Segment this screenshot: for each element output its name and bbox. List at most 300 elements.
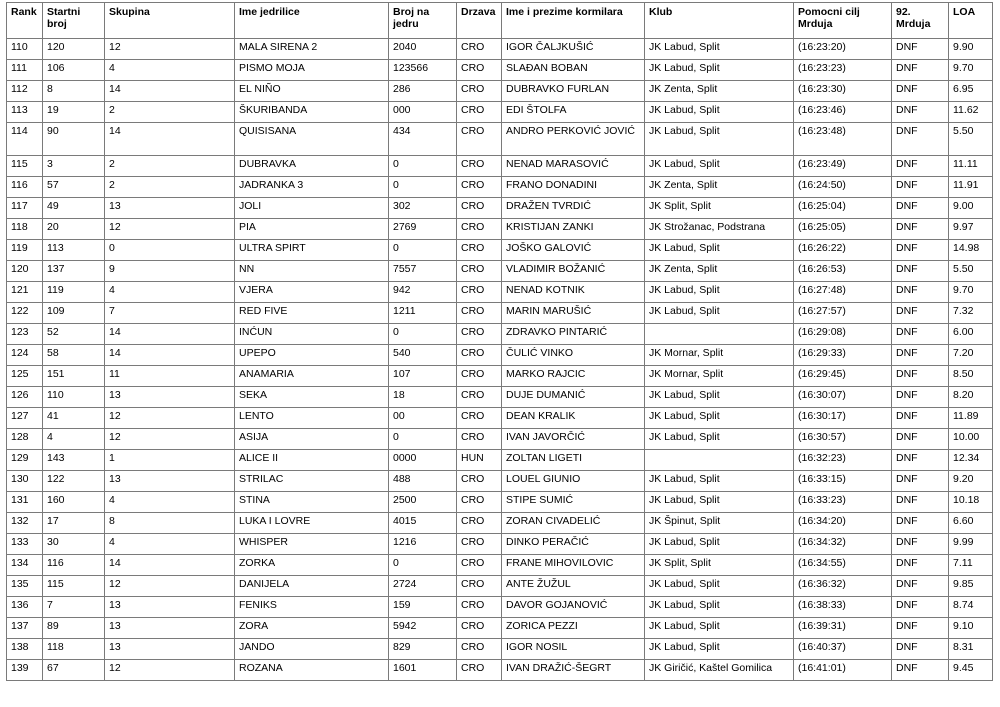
cell-drzava: CRO (457, 240, 502, 261)
cell-startni-broj: 67 (43, 660, 105, 681)
cell-skupina: 2 (105, 156, 235, 177)
cell-loa: 7.20 (949, 345, 993, 366)
cell-pomocni-cilj: (16:29:08) (794, 324, 892, 345)
cell-kormilar: IGOR NOSIL (502, 639, 645, 660)
table-row (7, 261, 993, 282)
cell-kormilar: IVAN DRAŽIĆ-ŠEGRT (502, 660, 645, 681)
cell-drzava: CRO (457, 219, 502, 240)
cell-drzava: CRO (457, 282, 502, 303)
cell-broj-na-jedru: 942 (389, 282, 457, 303)
cell-klub: JK Labud, Split (645, 534, 794, 555)
cell-klub: JK Mornar, Split (645, 345, 794, 366)
cell-mrduja: DNF (892, 576, 949, 597)
cell-loa: 9.90 (949, 39, 993, 60)
cell-mrduja: DNF (892, 303, 949, 324)
cell-pomocni-cilj: (16:34:20) (794, 513, 892, 534)
cell-pomocni-cilj: (16:23:46) (794, 102, 892, 123)
cell-broj-na-jedru: 123566 (389, 60, 457, 81)
cell-skupina: 1 (105, 450, 235, 471)
cell-loa: 5.50 (949, 261, 993, 282)
cell-skupina: 14 (105, 123, 235, 156)
cell-pomocni-cilj: (16:23:23) (794, 60, 892, 81)
cell-pomocni-cilj: (16:41:01) (794, 660, 892, 681)
cell-pomocni-cilj: (16:23:49) (794, 156, 892, 177)
cell-klub: JK Split, Split (645, 555, 794, 576)
cell-rank: 124 (7, 345, 43, 366)
cell-skupina: 11 (105, 366, 235, 387)
cell-klub: JK Labud, Split (645, 576, 794, 597)
cell-mrduja: DNF (892, 81, 949, 102)
cell-kormilar: IGOR ČALJKUŠIĆ (502, 39, 645, 60)
cell-startni-broj: 8 (43, 81, 105, 102)
cell-ime-jedrilice: LENTO (235, 408, 389, 429)
cell-loa: 9.45 (949, 660, 993, 681)
cell-rank: 139 (7, 660, 43, 681)
cell-drzava: CRO (457, 39, 502, 60)
cell-drzava: CRO (457, 618, 502, 639)
cell-klub: JK Labud, Split (645, 123, 794, 156)
cell-ime-jedrilice: QUISISANA (235, 123, 389, 156)
cell-ime-jedrilice: JADRANKA 3 (235, 177, 389, 198)
cell-ime-jedrilice: PISMO MOJA (235, 60, 389, 81)
cell-broj-na-jedru: 0 (389, 177, 457, 198)
cell-broj-na-jedru: 829 (389, 639, 457, 660)
cell-drzava: CRO (457, 513, 502, 534)
header-row (7, 3, 993, 39)
table-row (7, 60, 993, 81)
table-row (7, 618, 993, 639)
cell-pomocni-cilj: (16:36:32) (794, 576, 892, 597)
cell-pomocni-cilj: (16:29:45) (794, 366, 892, 387)
cell-skupina: 12 (105, 429, 235, 450)
cell-broj-na-jedru: 2724 (389, 576, 457, 597)
table-row (7, 471, 993, 492)
cell-ime-jedrilice: PIA (235, 219, 389, 240)
cell-loa: 10.18 (949, 492, 993, 513)
cell-drzava: CRO (457, 177, 502, 198)
cell-kormilar: DAVOR GOJANOVIĆ (502, 597, 645, 618)
cell-rank: 122 (7, 303, 43, 324)
table-row (7, 198, 993, 219)
cell-drzava: CRO (457, 492, 502, 513)
cell-loa: 9.99 (949, 534, 993, 555)
cell-pomocni-cilj: (16:29:33) (794, 345, 892, 366)
cell-mrduja: DNF (892, 60, 949, 81)
cell-skupina: 4 (105, 492, 235, 513)
cell-startni-broj: 52 (43, 324, 105, 345)
cell-broj-na-jedru: 2040 (389, 39, 457, 60)
cell-skupina: 12 (105, 219, 235, 240)
table-row (7, 450, 993, 471)
cell-kormilar: STIPE SUMIĆ (502, 492, 645, 513)
cell-rank: 111 (7, 60, 43, 81)
cell-mrduja: DNF (892, 534, 949, 555)
cell-startni-broj: 4 (43, 429, 105, 450)
cell-startni-broj: 106 (43, 60, 105, 81)
cell-mrduja: DNF (892, 618, 949, 639)
header-skupina: Skupina (105, 3, 235, 39)
header-ime-jedrilice: Ime jedrilice (235, 3, 389, 39)
cell-startni-broj: 120 (43, 39, 105, 60)
cell-kormilar: DEAN KRALIK (502, 408, 645, 429)
cell-startni-broj: 116 (43, 555, 105, 576)
cell-ime-jedrilice: ZORKA (235, 555, 389, 576)
cell-kormilar: FRANO DONADINI (502, 177, 645, 198)
cell-klub: JK Zenta, Split (645, 177, 794, 198)
table-row (7, 534, 993, 555)
cell-klub: JK Labud, Split (645, 240, 794, 261)
cell-startni-broj: 143 (43, 450, 105, 471)
cell-klub: JK Labud, Split (645, 282, 794, 303)
cell-pomocni-cilj: (16:33:15) (794, 471, 892, 492)
cell-loa: 8.31 (949, 639, 993, 660)
cell-startni-broj: 122 (43, 471, 105, 492)
cell-mrduja: DNF (892, 123, 949, 156)
cell-rank: 110 (7, 39, 43, 60)
cell-startni-broj: 17 (43, 513, 105, 534)
cell-rank: 121 (7, 282, 43, 303)
table-row (7, 240, 993, 261)
cell-rank: 123 (7, 324, 43, 345)
cell-loa: 9.70 (949, 60, 993, 81)
cell-rank: 132 (7, 513, 43, 534)
cell-klub: JK Mornar, Split (645, 366, 794, 387)
cell-kormilar: ZOLTAN LIGETI (502, 450, 645, 471)
cell-pomocni-cilj: (16:24:50) (794, 177, 892, 198)
table-row (7, 303, 993, 324)
cell-mrduja: DNF (892, 408, 949, 429)
cell-broj-na-jedru: 302 (389, 198, 457, 219)
cell-rank: 133 (7, 534, 43, 555)
cell-drzava: CRO (457, 81, 502, 102)
cell-startni-broj: 90 (43, 123, 105, 156)
cell-klub: JK Labud, Split (645, 639, 794, 660)
cell-skupina: 13 (105, 471, 235, 492)
cell-startni-broj: 41 (43, 408, 105, 429)
cell-ime-jedrilice: VJERA (235, 282, 389, 303)
table-body (7, 39, 993, 681)
cell-loa: 9.97 (949, 219, 993, 240)
cell-drzava: CRO (457, 660, 502, 681)
cell-skupina: 13 (105, 618, 235, 639)
cell-startni-broj: 19 (43, 102, 105, 123)
cell-broj-na-jedru: 1216 (389, 534, 457, 555)
cell-broj-na-jedru: 0 (389, 156, 457, 177)
cell-drzava: CRO (457, 639, 502, 660)
cell-rank: 116 (7, 177, 43, 198)
cell-rank: 113 (7, 102, 43, 123)
cell-kormilar: SLAĐAN BOBAN (502, 60, 645, 81)
cell-mrduja: DNF (892, 240, 949, 261)
cell-klub: JK Labud, Split (645, 102, 794, 123)
cell-klub: JK Labud, Split (645, 387, 794, 408)
cell-startni-broj: 30 (43, 534, 105, 555)
cell-skupina: 14 (105, 81, 235, 102)
cell-rank: 117 (7, 198, 43, 219)
cell-ime-jedrilice: DUBRAVKA (235, 156, 389, 177)
cell-broj-na-jedru: 5942 (389, 618, 457, 639)
cell-pomocni-cilj: (16:30:07) (794, 387, 892, 408)
cell-broj-na-jedru: 159 (389, 597, 457, 618)
cell-rank: 137 (7, 618, 43, 639)
header-pomocni-cilj: Pomocni cilj Mrduja (794, 3, 892, 39)
cell-mrduja: DNF (892, 39, 949, 60)
cell-kormilar: NENAD KOTNIK (502, 282, 645, 303)
table-row (7, 513, 993, 534)
table-row (7, 387, 993, 408)
cell-mrduja: DNF (892, 597, 949, 618)
cell-startni-broj: 20 (43, 219, 105, 240)
cell-klub (645, 324, 794, 345)
cell-startni-broj: 3 (43, 156, 105, 177)
cell-skupina: 2 (105, 177, 235, 198)
cell-kormilar: NENAD MARASOVIĆ (502, 156, 645, 177)
cell-ime-jedrilice: NN (235, 261, 389, 282)
cell-rank: 135 (7, 576, 43, 597)
cell-startni-broj: 115 (43, 576, 105, 597)
header-mrduja: 92. Mrduja (892, 3, 949, 39)
cell-rank: 129 (7, 450, 43, 471)
table-row (7, 282, 993, 303)
cell-drzava: CRO (457, 534, 502, 555)
cell-startni-broj: 49 (43, 198, 105, 219)
cell-broj-na-jedru: 0000 (389, 450, 457, 471)
cell-loa: 10.00 (949, 429, 993, 450)
cell-drzava: CRO (457, 198, 502, 219)
cell-skupina: 13 (105, 198, 235, 219)
cell-mrduja: DNF (892, 219, 949, 240)
cell-broj-na-jedru: 286 (389, 81, 457, 102)
cell-klub: JK Labud, Split (645, 156, 794, 177)
table-row (7, 576, 993, 597)
cell-skupina: 2 (105, 102, 235, 123)
cell-pomocni-cilj: (16:23:20) (794, 39, 892, 60)
cell-rank: 112 (7, 81, 43, 102)
cell-drzava: CRO (457, 387, 502, 408)
cell-skupina: 13 (105, 387, 235, 408)
cell-startni-broj: 58 (43, 345, 105, 366)
cell-mrduja: DNF (892, 366, 949, 387)
cell-klub: JK Split, Split (645, 198, 794, 219)
cell-mrduja: DNF (892, 471, 949, 492)
cell-mrduja: DNF (892, 261, 949, 282)
cell-klub: JK Špinut, Split (645, 513, 794, 534)
cell-ime-jedrilice: ASIJA (235, 429, 389, 450)
cell-loa: 5.50 (949, 123, 993, 156)
cell-drzava: HUN (457, 450, 502, 471)
table-row (7, 156, 993, 177)
cell-pomocni-cilj: (16:25:05) (794, 219, 892, 240)
table-row (7, 408, 993, 429)
cell-drzava: CRO (457, 408, 502, 429)
header-startni-broj: Startni broj (43, 3, 105, 39)
cell-broj-na-jedru: 7557 (389, 261, 457, 282)
cell-mrduja: DNF (892, 639, 949, 660)
cell-ime-jedrilice: MALA SIRENA 2 (235, 39, 389, 60)
cell-pomocni-cilj: (16:34:32) (794, 534, 892, 555)
cell-ime-jedrilice: JOLI (235, 198, 389, 219)
cell-rank: 114 (7, 123, 43, 156)
cell-kormilar: ANDRO PERKOVIĆ JOVIĆ (502, 123, 645, 156)
table-header (7, 3, 993, 39)
cell-loa: 14.98 (949, 240, 993, 261)
cell-startni-broj: 109 (43, 303, 105, 324)
cell-mrduja: DNF (892, 492, 949, 513)
cell-rank: 136 (7, 597, 43, 618)
cell-kormilar: EDI ŠTOLFA (502, 102, 645, 123)
header-loa: LOA (949, 3, 993, 39)
table-row (7, 366, 993, 387)
cell-klub: JK Labud, Split (645, 408, 794, 429)
cell-mrduja: DNF (892, 450, 949, 471)
cell-skupina: 4 (105, 534, 235, 555)
cell-loa: 9.85 (949, 576, 993, 597)
cell-klub (645, 450, 794, 471)
cell-ime-jedrilice: DANIJELA (235, 576, 389, 597)
cell-mrduja: DNF (892, 555, 949, 576)
cell-broj-na-jedru: 000 (389, 102, 457, 123)
cell-kormilar: ZORAN CIVADELIĆ (502, 513, 645, 534)
cell-loa: 8.74 (949, 597, 993, 618)
cell-klub: JK Labud, Split (645, 492, 794, 513)
cell-pomocni-cilj: (16:38:33) (794, 597, 892, 618)
table-row (7, 555, 993, 576)
cell-rank: 119 (7, 240, 43, 261)
cell-loa: 8.20 (949, 387, 993, 408)
cell-mrduja: DNF (892, 156, 949, 177)
table-row (7, 177, 993, 198)
cell-kormilar: DUBRAVKO FURLAN (502, 81, 645, 102)
cell-kormilar: LOUEL GIUNIO (502, 471, 645, 492)
cell-skupina: 9 (105, 261, 235, 282)
cell-ime-jedrilice: RED FIVE (235, 303, 389, 324)
header-kormilar: Ime i prezime kormilara (502, 3, 645, 39)
cell-broj-na-jedru: 540 (389, 345, 457, 366)
cell-ime-jedrilice: ANAMARIA (235, 366, 389, 387)
cell-rank: 120 (7, 261, 43, 282)
header-rank: Rank (7, 3, 43, 39)
cell-startni-broj: 7 (43, 597, 105, 618)
cell-mrduja: DNF (892, 177, 949, 198)
cell-startni-broj: 57 (43, 177, 105, 198)
cell-ime-jedrilice: EL NIÑO (235, 81, 389, 102)
cell-broj-na-jedru: 2769 (389, 219, 457, 240)
cell-pomocni-cilj: (16:32:23) (794, 450, 892, 471)
cell-rank: 138 (7, 639, 43, 660)
cell-loa: 11.91 (949, 177, 993, 198)
header-broj-na-jedru: Broj na jedru (389, 3, 457, 39)
cell-mrduja: DNF (892, 513, 949, 534)
cell-rank: 126 (7, 387, 43, 408)
cell-ime-jedrilice: SEKA (235, 387, 389, 408)
cell-loa: 11.11 (949, 156, 993, 177)
table-row (7, 639, 993, 660)
cell-broj-na-jedru: 0 (389, 324, 457, 345)
cell-rank: 130 (7, 471, 43, 492)
cell-rank: 115 (7, 156, 43, 177)
cell-skupina: 7 (105, 303, 235, 324)
cell-ime-jedrilice: INĆUN (235, 324, 389, 345)
cell-drzava: CRO (457, 324, 502, 345)
cell-startni-broj: 110 (43, 387, 105, 408)
cell-drzava: CRO (457, 597, 502, 618)
cell-startni-broj: 160 (43, 492, 105, 513)
cell-ime-jedrilice: ZORA (235, 618, 389, 639)
cell-broj-na-jedru: 0 (389, 240, 457, 261)
cell-loa: 11.89 (949, 408, 993, 429)
cell-loa: 7.32 (949, 303, 993, 324)
cell-pomocni-cilj: (16:34:55) (794, 555, 892, 576)
cell-pomocni-cilj: (16:30:57) (794, 429, 892, 450)
cell-skupina: 12 (105, 576, 235, 597)
cell-broj-na-jedru: 488 (389, 471, 457, 492)
header-drzava: Drzava (457, 3, 502, 39)
cell-skupina: 4 (105, 282, 235, 303)
cell-skupina: 12 (105, 660, 235, 681)
cell-drzava: CRO (457, 60, 502, 81)
cell-pomocni-cilj: (16:39:31) (794, 618, 892, 639)
cell-rank: 128 (7, 429, 43, 450)
cell-klub: JK Giričić, Kaštel Gomilica (645, 660, 794, 681)
cell-kormilar: ZORICA PEZZI (502, 618, 645, 639)
cell-kormilar: DRAŽEN TVRDIĆ (502, 198, 645, 219)
table-row (7, 39, 993, 60)
cell-klub: JK Labud, Split (645, 60, 794, 81)
cell-ime-jedrilice: FENIKS (235, 597, 389, 618)
cell-skupina: 14 (105, 345, 235, 366)
cell-mrduja: DNF (892, 387, 949, 408)
cell-mrduja: DNF (892, 345, 949, 366)
cell-klub: JK Labud, Split (645, 303, 794, 324)
results-table (6, 2, 993, 681)
cell-kormilar: MARIN MARUŠIĆ (502, 303, 645, 324)
cell-rank: 127 (7, 408, 43, 429)
cell-loa: 9.70 (949, 282, 993, 303)
cell-kormilar: IVAN JAVORČIĆ (502, 429, 645, 450)
cell-pomocni-cilj: (16:26:22) (794, 240, 892, 261)
cell-pomocni-cilj: (16:23:30) (794, 81, 892, 102)
cell-broj-na-jedru: 00 (389, 408, 457, 429)
table-row (7, 429, 993, 450)
cell-drzava: CRO (457, 345, 502, 366)
cell-klub: JK Labud, Split (645, 39, 794, 60)
table-row (7, 324, 993, 345)
cell-kormilar: ANTE ŽUŽUL (502, 576, 645, 597)
cell-mrduja: DNF (892, 324, 949, 345)
cell-ime-jedrilice: STRILAC (235, 471, 389, 492)
cell-broj-na-jedru: 0 (389, 429, 457, 450)
cell-startni-broj: 151 (43, 366, 105, 387)
cell-broj-na-jedru: 1601 (389, 660, 457, 681)
cell-klub: JK Labud, Split (645, 597, 794, 618)
cell-rank: 131 (7, 492, 43, 513)
cell-broj-na-jedru: 1211 (389, 303, 457, 324)
cell-skupina: 8 (105, 513, 235, 534)
cell-loa: 6.60 (949, 513, 993, 534)
cell-broj-na-jedru: 2500 (389, 492, 457, 513)
cell-mrduja: DNF (892, 102, 949, 123)
cell-klub: JK Zenta, Split (645, 81, 794, 102)
cell-loa: 9.00 (949, 198, 993, 219)
cell-loa: 11.62 (949, 102, 993, 123)
table-row (7, 81, 993, 102)
cell-kormilar: ZDRAVKO PINTARIĆ (502, 324, 645, 345)
cell-pomocni-cilj: (16:25:04) (794, 198, 892, 219)
cell-broj-na-jedru: 4015 (389, 513, 457, 534)
cell-pomocni-cilj: (16:33:23) (794, 492, 892, 513)
cell-ime-jedrilice: STINA (235, 492, 389, 513)
cell-startni-broj: 137 (43, 261, 105, 282)
